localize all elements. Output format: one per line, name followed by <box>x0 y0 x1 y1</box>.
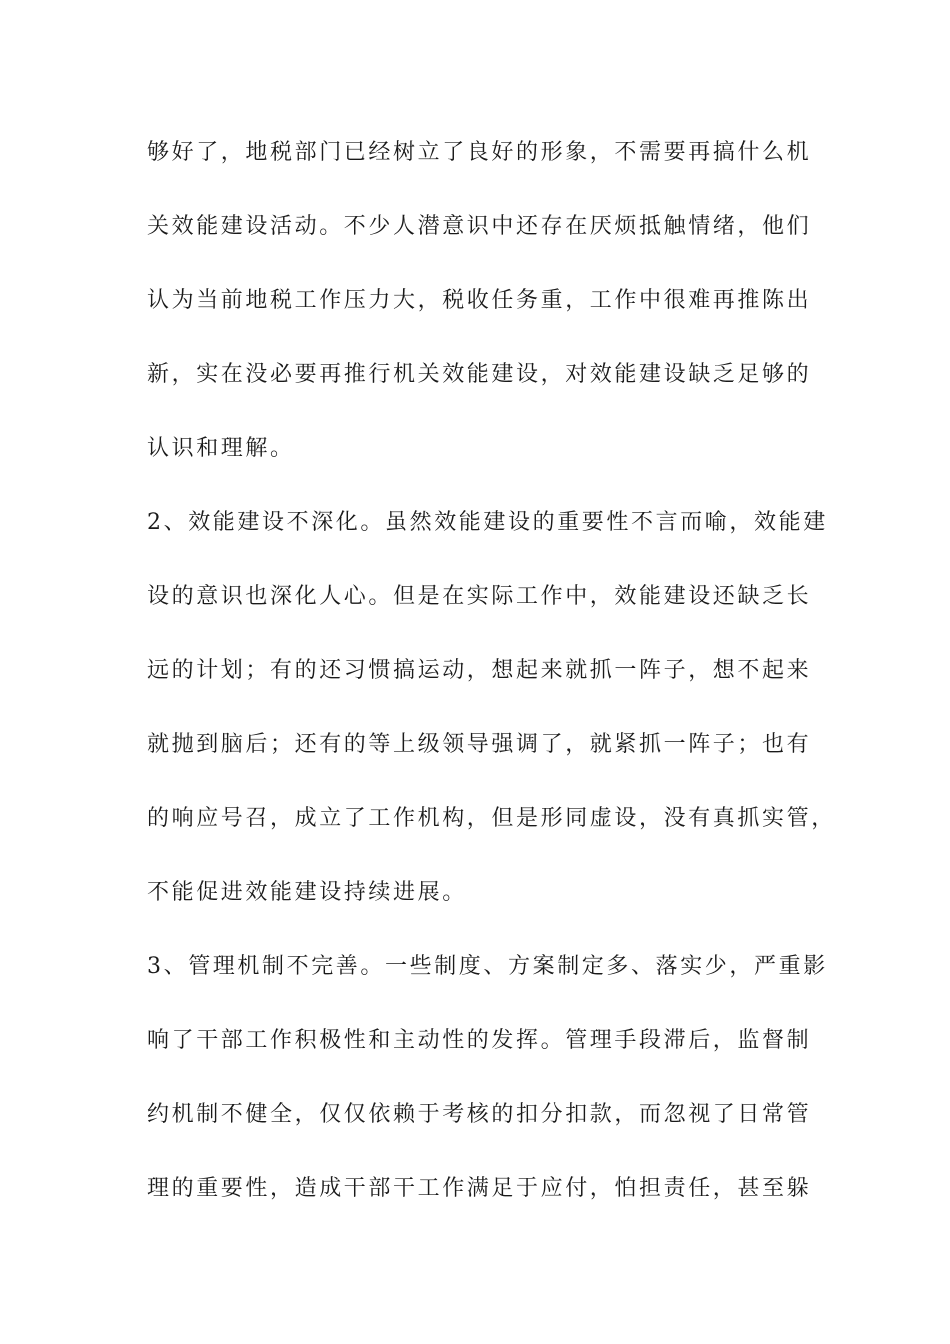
text-line: 新，实在没必要再推行机关效能建设，对效能建设缺乏足够的 <box>147 362 812 387</box>
text-line: 理的重要性，造成干部干工作满足于应付，怕担责任，甚至躲 <box>147 1176 812 1201</box>
text-line: 设的意识也深化人心。但是在实际工作中，效能建设还缺乏长 <box>147 584 812 609</box>
text-line: 就抛到脑后；还有的等上级领导强调了，就紧抓一阵子；也有 <box>147 732 812 757</box>
text-line: 2、效能建设不深化。虽然效能建设的重要性不言而喻，效能建 <box>147 510 828 535</box>
text-line: 约机制不健全，仅仅依赖于考核的扣分扣款，而忽视了日常管 <box>147 1102 812 1127</box>
text-line: 的响应号召，成立了工作机构，但是形同虚设，没有真抓实管， <box>147 806 836 831</box>
text-line: 3、管理机制不完善。一些制度、方案制定多、落实少，严重影 <box>147 954 828 979</box>
text-line: 远的计划；有的还习惯搞运动，想起来就抓一阵子，想不起来 <box>147 658 812 683</box>
text-line: 认为当前地税工作压力大，税收任务重，工作中很难再推陈出 <box>147 288 812 313</box>
text-line: 响了干部工作积极性和主动性的发挥。管理手段滞后，监督制 <box>147 1028 812 1053</box>
text-line: 不能促进效能建设持续进展。 <box>147 880 467 905</box>
text-line: 够好了，地税部门已经树立了良好的形象，不需要再搞什么机 <box>147 140 812 165</box>
text-line: 关效能建设活动。不少人潜意识中还存在厌烦抵触情绪，他们 <box>147 214 812 239</box>
text-line: 认识和理解。 <box>147 436 295 461</box>
